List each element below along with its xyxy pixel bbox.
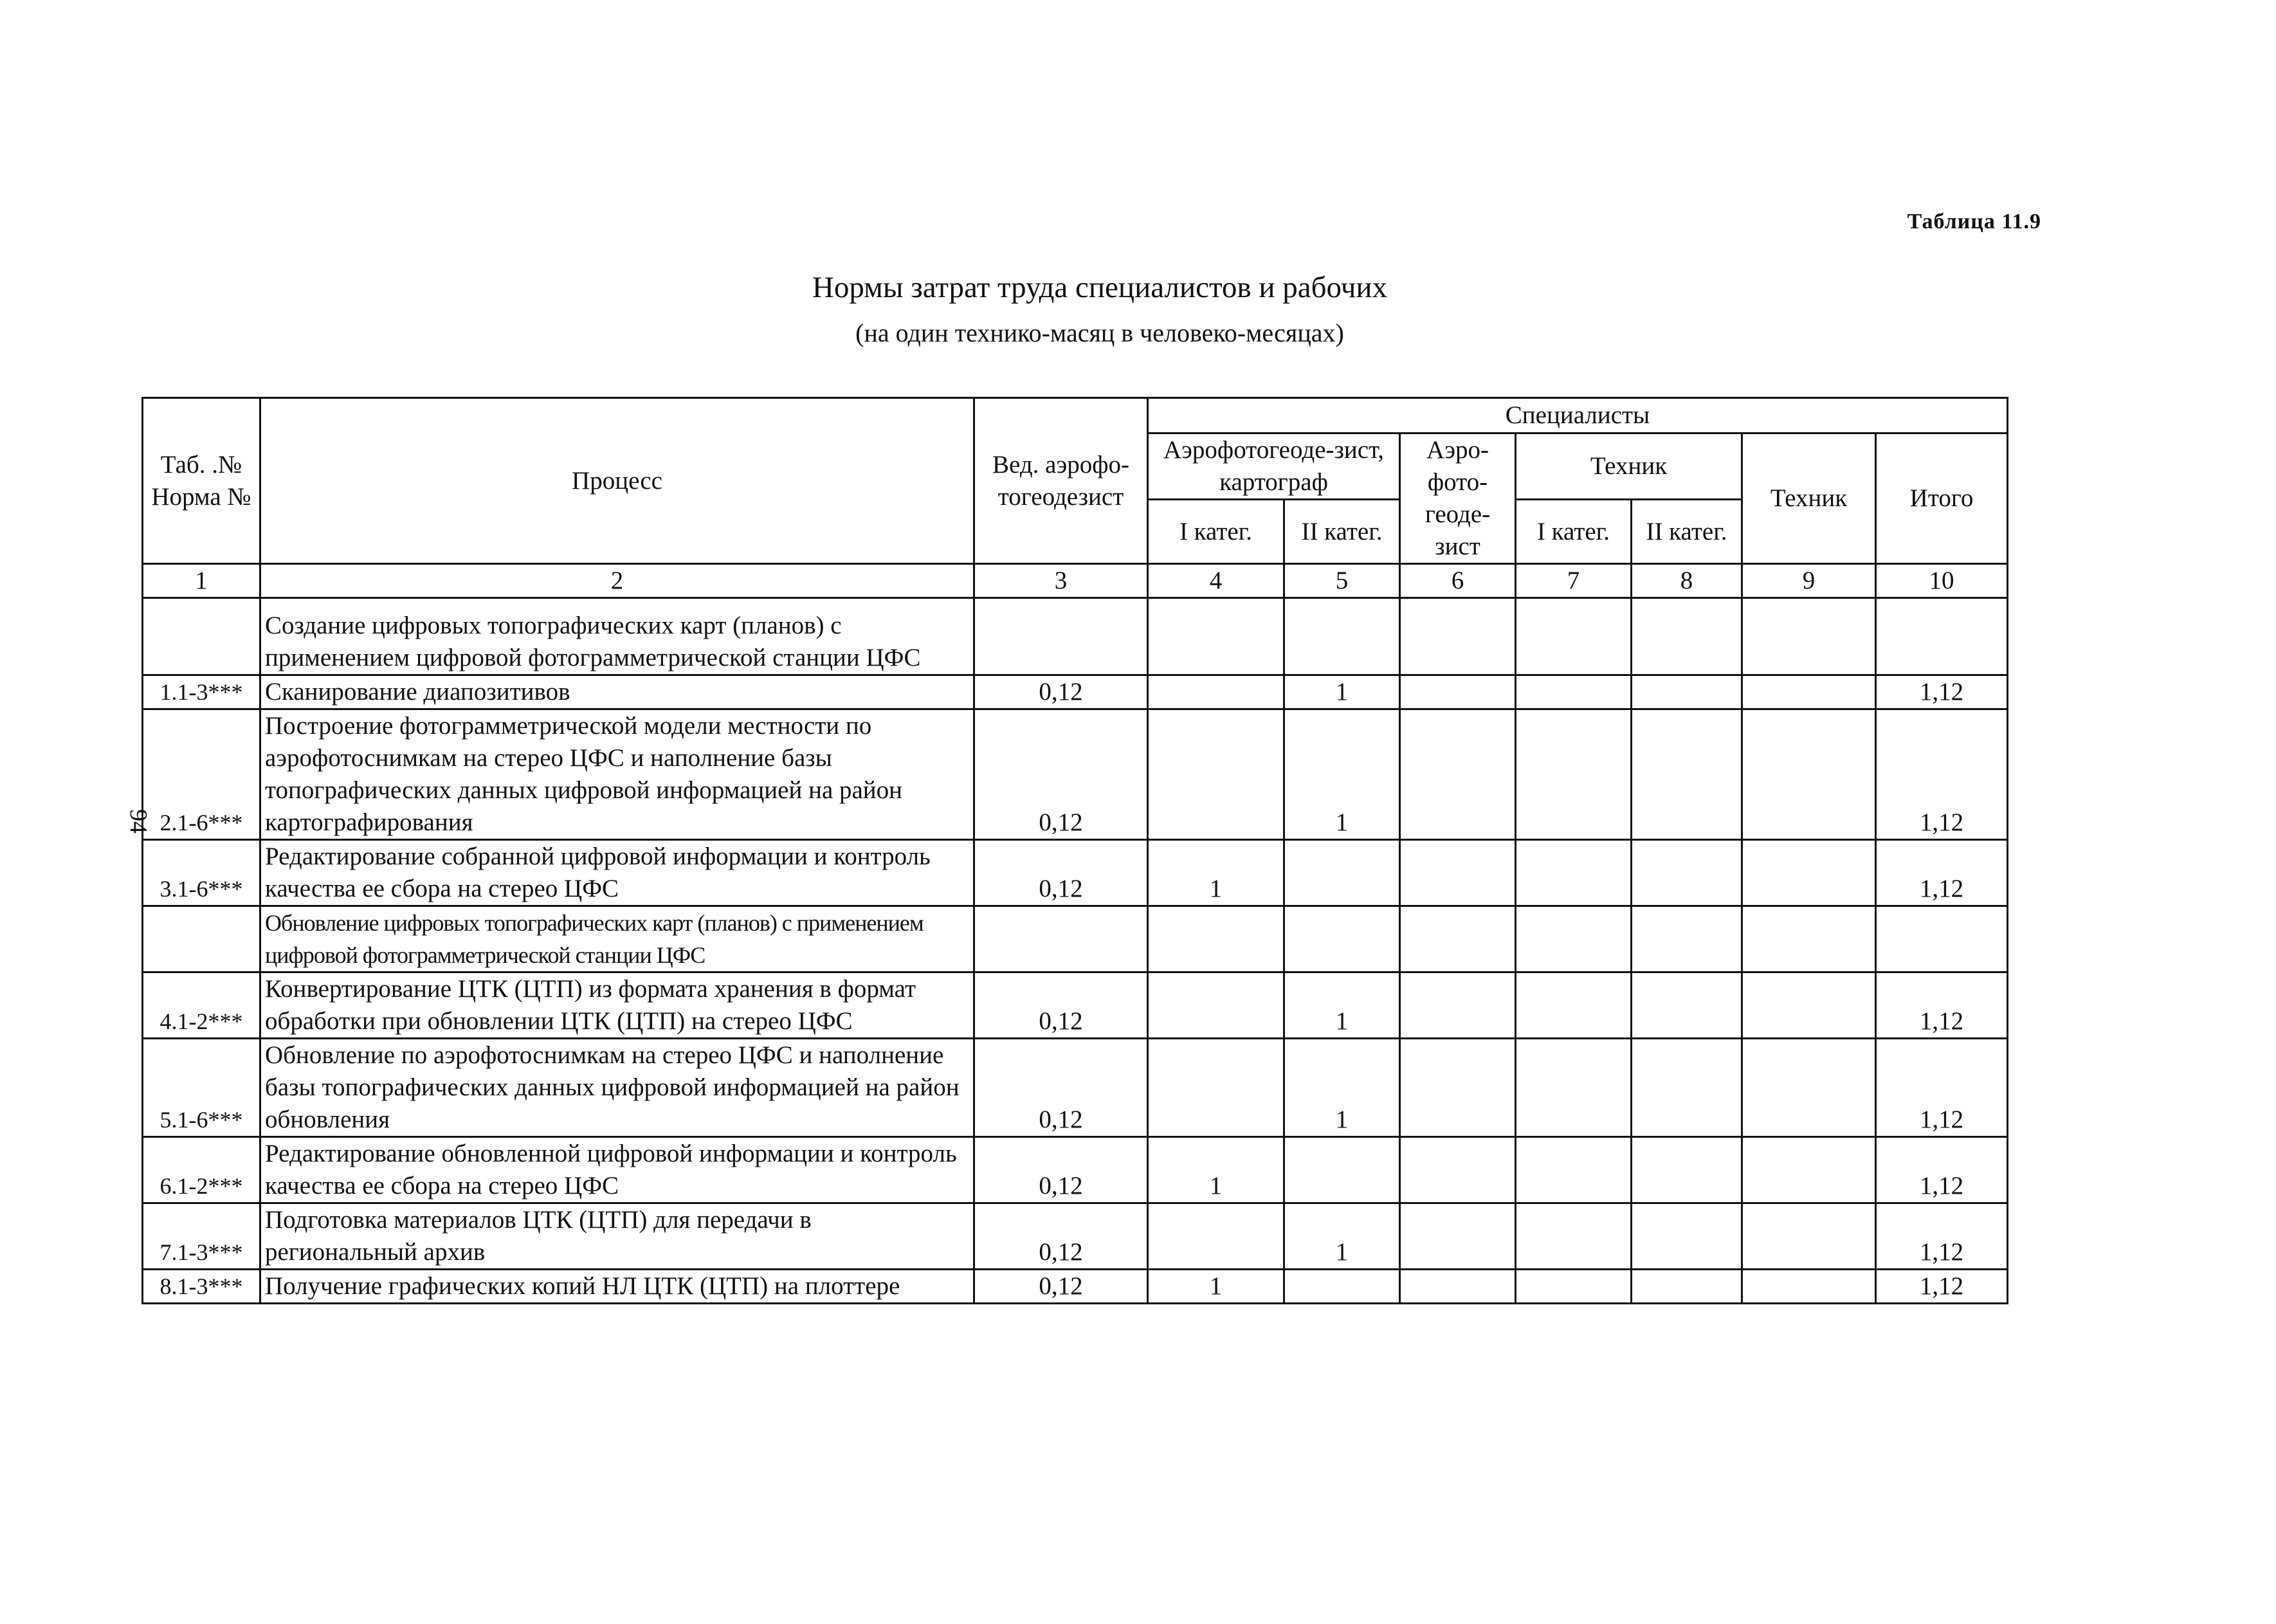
header-aero-geod: Аэро-фото-геоде-зист [1400,433,1516,564]
column-number: 6 [1400,564,1516,598]
page-title: Нормы затрат труда специалистов и рабочих [812,271,1388,304]
empty-cell [1400,1039,1516,1137]
table-row [143,906,2008,972]
empty-cell [1742,840,1876,906]
header-process: Процесс [260,398,974,564]
empty-cell [1400,840,1516,906]
column-number: 10 [1876,564,2008,598]
aero-cat1-value [1148,675,1284,709]
empty-cell [1400,1203,1516,1270]
empty-cell [1400,675,1516,709]
norm-code [143,598,260,675]
process-name: Построение фотограмметрической модели местности по аэрофотоснимкам на стерео ЦФС и наполнение базы топографических данных цифровой информацией на район картографирования [260,709,974,840]
column-number: 8 [1632,564,1742,598]
aero-cat2-value [1284,1137,1400,1203]
norm-code: 7.1-3*** [143,1203,260,1270]
aero-cat1-value: 1 [1148,1137,1284,1203]
lead-value: 0,12 [974,709,1148,840]
empty-cell [1400,598,1516,675]
total-value: 1,12 [1876,675,2008,709]
aero-cat2-value [1284,840,1400,906]
norm-code: 3.1-6*** [143,840,260,906]
total-value: 1,12 [1876,1270,2008,1304]
empty-cell [1742,1203,1876,1270]
norm-code: 4.1-2*** [143,972,260,1039]
column-number: 7 [1516,564,1632,598]
column-number: 4 [1148,564,1284,598]
column-number: 9 [1742,564,1876,598]
table-row [143,840,2008,906]
empty-cell [1742,1039,1876,1137]
table-row [143,972,2008,1039]
aero-cat1-value [1148,709,1284,840]
norm-code: 8.1-3*** [143,1270,260,1304]
aero-cat2-value [1284,598,1400,675]
aero-cat1-value: 1 [1148,1270,1284,1304]
norm-code: 1.1-3*** [143,675,260,709]
lead-value: 0,12 [974,1137,1148,1203]
process-name: Редактирование обновленной цифровой информации и контроль качества ее сбора на стерео ЦФС [260,1137,974,1203]
header-code: Таб. .№ Норма № [143,398,260,564]
column-number: 1 [143,564,260,598]
empty-cell [1400,709,1516,840]
total-value [1876,598,2008,675]
table-row [143,1203,2008,1270]
page-subtitle: (на один технико-масяц в человеко-месяцах) [855,318,1344,347]
empty-cell [1400,1270,1516,1304]
total-value: 1,12 [1876,972,2008,1039]
header-specialists: Специалисты [1148,398,2008,433]
empty-cell [1516,1203,1632,1270]
total-value: 1,12 [1876,1039,2008,1137]
empty-cell [1742,972,1876,1039]
empty-cell [1516,906,1632,972]
lead-value: 0,12 [974,840,1148,906]
lead-value [974,598,1148,675]
aero-cat1-value [1148,1039,1284,1137]
total-value: 1,12 [1876,1203,2008,1270]
header-aero-carto: Аэрофотогеоде-зист, картограф [1148,433,1400,500]
header-cat2-tech: II катег. [1632,500,1742,564]
empty-cell [1742,675,1876,709]
empty-cell [1742,709,1876,840]
process-group-title: Создание цифровых топографических карт (планов) с применением цифровой фотограмметрической станции ЦФС [260,598,974,675]
column-number: 2 [260,564,974,598]
lead-value: 0,12 [974,1270,1148,1304]
process-name: Подготовка материалов ЦТК (ЦТП) для передачи в региональный архив [260,1203,974,1270]
lead-value [974,906,1148,972]
lead-value: 0,12 [974,1203,1148,1270]
header-cat2-aero: II катег. [1284,500,1400,564]
lead-value: 0,12 [974,675,1148,709]
empty-cell [1632,1203,1742,1270]
empty-cell [1632,1270,1742,1304]
empty-cell [1632,906,1742,972]
header-lead: Вед. аэрофо-тогеодезист [974,398,1148,564]
aero-cat1-value: 1 [1148,840,1284,906]
empty-cell [1742,598,1876,675]
header-total: Итого [1876,433,2008,564]
process-name: Сканирование диапозитивов [260,675,974,709]
table-row [143,709,2008,840]
empty-cell [1400,972,1516,1039]
aero-cat1-value [1148,972,1284,1039]
column-number: 3 [974,564,1148,598]
aero-cat1-value [1148,906,1284,972]
empty-cell [1742,1137,1876,1203]
aero-cat1-value [1148,598,1284,675]
column-number: 5 [1284,564,1400,598]
empty-cell [1516,675,1632,709]
norm-code: 2.1-6*** [143,709,260,840]
process-name: Конвертирование ЦТК (ЦТП) из формата хранения в формат обработки при обновлении ЦТК (ЦТП) на стерео ЦФС [260,972,974,1039]
aero-cat1-value [1148,1203,1284,1270]
empty-cell [1516,1039,1632,1137]
total-value: 1,12 [1876,709,2008,840]
header-technik-group: Техник [1516,433,1742,500]
lead-value: 0,12 [974,1039,1148,1137]
empty-cell [1400,906,1516,972]
empty-cell [1516,1137,1632,1203]
empty-cell [1516,598,1632,675]
aero-cat2-value [1284,1270,1400,1304]
total-value [1876,906,2008,972]
table-row [143,1270,2008,1304]
empty-cell [1742,1270,1876,1304]
norms-table [141,397,2008,1304]
total-value: 1,12 [1876,1137,2008,1203]
page-number: 94 [125,809,152,834]
total-value: 1,12 [1876,840,2008,906]
empty-cell [1516,709,1632,840]
table-row [143,1137,2008,1203]
table-row [143,598,2008,675]
aero-cat2-value [1284,906,1400,972]
norm-code: 6.1-2*** [143,1137,260,1203]
aero-cat2-value: 1 [1284,675,1400,709]
empty-cell [1742,906,1876,972]
header-technik: Техник [1742,433,1876,564]
empty-cell [1516,1270,1632,1304]
aero-cat2-value: 1 [1284,1039,1400,1137]
norm-code [143,906,260,972]
empty-cell [1516,840,1632,906]
empty-cell [1516,972,1632,1039]
table-row [143,675,2008,709]
empty-cell [1632,1039,1742,1137]
empty-cell [1632,709,1742,840]
header-cat1-tech: I катег. [1516,500,1632,564]
empty-cell [1632,840,1742,906]
empty-cell [1632,598,1742,675]
empty-cell [1632,972,1742,1039]
empty-cell [1632,1137,1742,1203]
aero-cat2-value: 1 [1284,972,1400,1039]
norm-code: 5.1-6*** [143,1039,260,1137]
process-name: Обновление по аэрофотоснимкам на стерео ЦФС и наполнение базы топографических данных цифровой информацией на район обновления [260,1039,974,1137]
lead-value: 0,12 [974,972,1148,1039]
table-row [143,1039,2008,1137]
aero-cat2-value: 1 [1284,709,1400,840]
process-group-title: Обновление цифровых топографических карт (планов) с применением цифровой фотограмметрической станции ЦФС [260,906,974,972]
aero-cat2-value: 1 [1284,1203,1400,1270]
process-name: Получение графических копий НЛ ЦТК (ЦТП) на плоттере [260,1270,974,1304]
empty-cell [1632,675,1742,709]
header-cat1-aero: I катег. [1148,500,1284,564]
process-name: Редактирование собранной цифровой информации и контроль качества ее сбора на стерео ЦФС [260,840,974,906]
empty-cell [1400,1137,1516,1203]
table-label: Таблица 11.9 [1907,210,2041,233]
